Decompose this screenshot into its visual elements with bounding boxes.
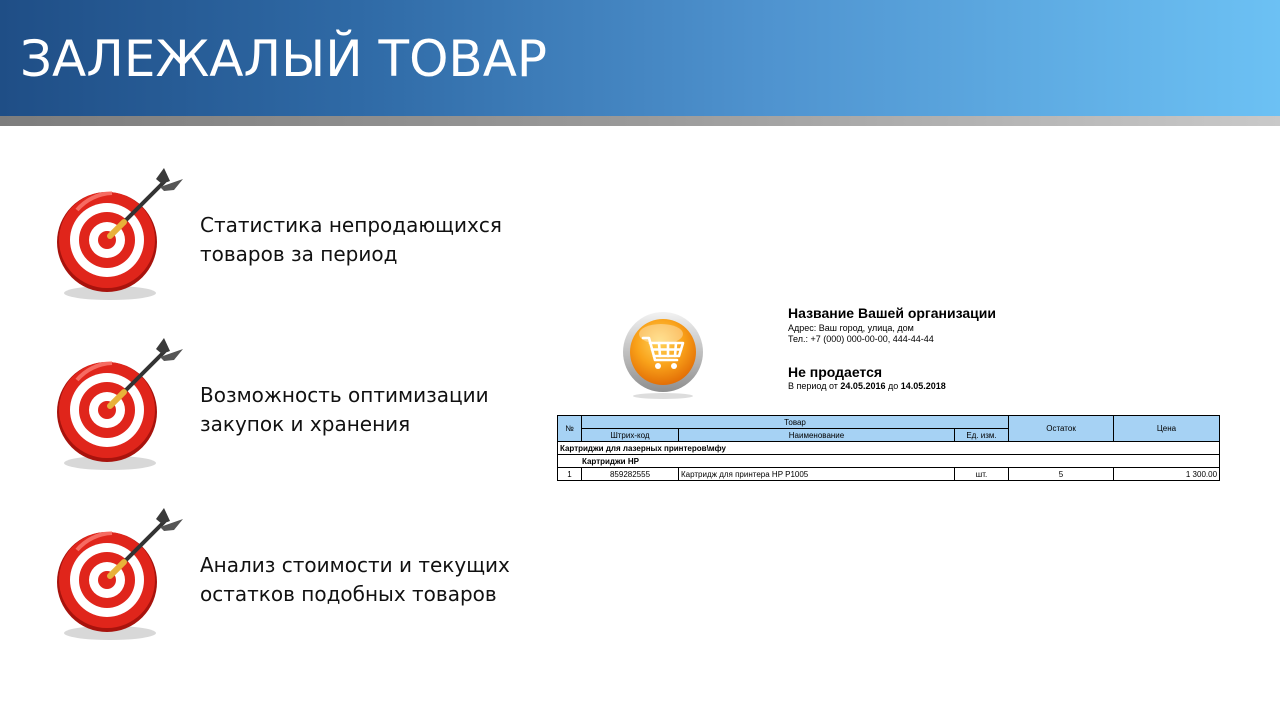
cell-price: 1 300.00 <box>1114 468 1220 481</box>
report-title: Не продается <box>788 364 883 380</box>
bullet-text: Статистика непродающихся товаров за период <box>200 213 502 266</box>
col-header-name: Наименование <box>679 429 955 442</box>
slide-header <box>0 0 1280 116</box>
organization-phone: Тел.: +7 (000) 000-00-00, 444-44-44 <box>788 334 934 344</box>
report-period <box>788 381 946 391</box>
col-header-stock: Остаток <box>1009 416 1114 442</box>
dart-target-icon <box>52 335 192 475</box>
bullet-item <box>52 335 512 475</box>
organization-address: Адрес: Ваш город, улица, дом <box>788 323 914 333</box>
report-preview <box>555 300 1223 490</box>
bullet-item <box>52 505 512 645</box>
dart-target-icon <box>52 505 192 645</box>
group-row: Картриджи для лазерных принтеров\мфу <box>558 442 1220 455</box>
header-divider <box>0 116 1280 126</box>
period-from: 24.05.2016 <box>840 381 886 391</box>
col-header-product: Товар <box>582 416 1009 429</box>
bullet-text: Возможность оптимизации закупок и хранения <box>200 383 489 436</box>
col-header-unit: Ед. изм. <box>955 429 1009 442</box>
col-header-barcode: Штрих-код <box>582 429 679 442</box>
table-row <box>558 468 1220 481</box>
bullet-item <box>52 165 512 305</box>
cell-stock: 5 <box>1009 468 1114 481</box>
col-header-num: № <box>558 416 582 442</box>
slide-title: ЗАЛЕЖАЛЫЙ ТОВАР <box>20 30 548 88</box>
cell-unit: шт. <box>955 468 1009 481</box>
subgroup-row: Картриджи HP <box>558 455 1220 468</box>
period-mid: до <box>887 381 899 391</box>
report-table <box>557 415 1220 481</box>
col-header-price: Цена <box>1114 416 1220 442</box>
cell-num: 1 <box>558 468 582 481</box>
period-prefix: В период от <box>788 381 838 391</box>
period-to: 14.05.2018 <box>900 381 946 391</box>
cell-name: Картридж для принтера HP P1005 <box>679 468 955 481</box>
bullet-text: Анализ стоимости и текущих остатков подобных товаров <box>200 553 510 606</box>
shopping-cart-icon <box>613 304 717 400</box>
dart-target-icon <box>52 165 192 305</box>
cell-barcode: 859282555 <box>582 468 679 481</box>
organization-name: Название Вашей организации <box>788 305 996 321</box>
